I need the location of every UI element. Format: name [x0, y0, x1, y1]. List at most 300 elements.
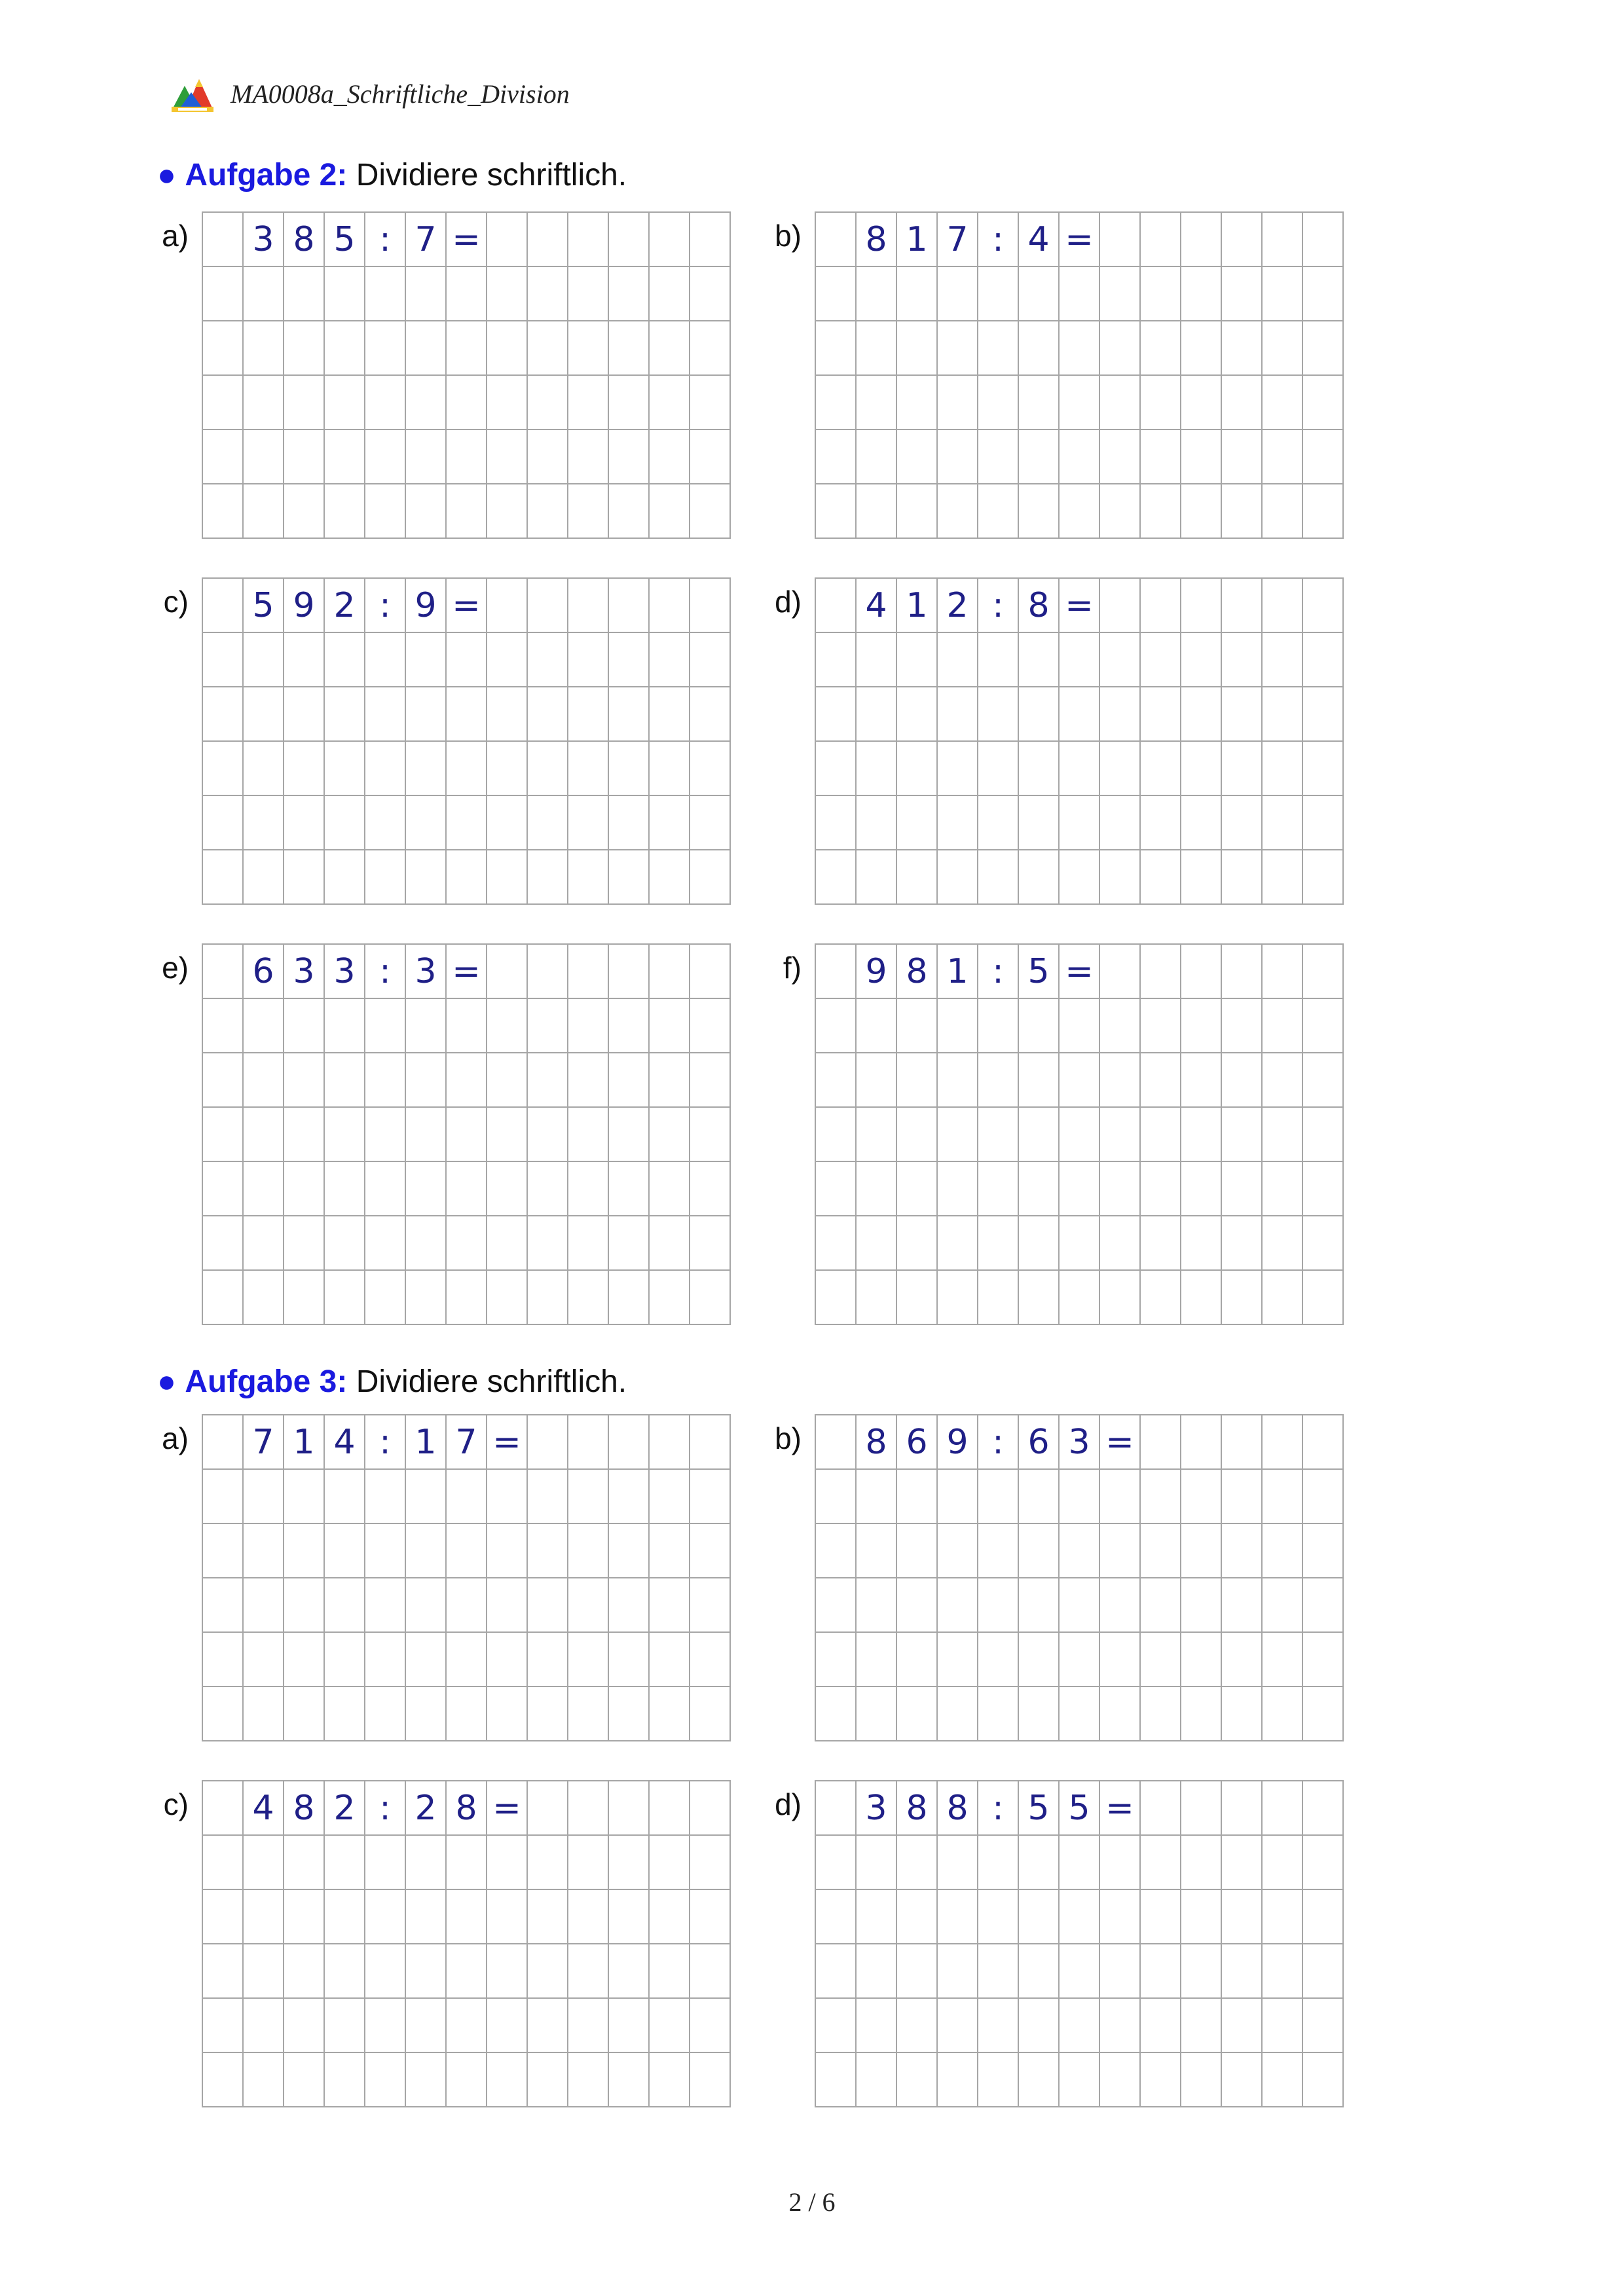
grid-cell — [203, 267, 244, 321]
problem-digit: = — [447, 579, 487, 633]
grid-cell — [897, 1633, 938, 1687]
grid-cell — [203, 1999, 244, 2053]
grid-cell — [1060, 1999, 1100, 2053]
grid-cell — [1141, 376, 1181, 430]
grid-cell — [244, 484, 284, 539]
grid-cell — [897, 1524, 938, 1578]
grid-cell — [1060, 999, 1100, 1053]
grid-cell — [447, 1836, 487, 1890]
grid-cell — [325, 267, 365, 321]
grid-cell — [487, 687, 528, 742]
grid-cell — [857, 484, 897, 539]
grid-cell — [938, 1890, 978, 1944]
grid-cell — [568, 687, 609, 742]
problem-digit: 8 — [938, 1781, 978, 1836]
grid-cell — [1222, 1271, 1263, 1325]
grid-cell — [365, 796, 406, 850]
grid-cell — [1019, 1053, 1060, 1108]
grid-cell — [609, 1836, 650, 1890]
grid-cell — [406, 1271, 447, 1325]
grid-cell — [1222, 742, 1263, 796]
grid-cell — [528, 1524, 568, 1578]
grid-cell — [609, 850, 650, 905]
grid-cell — [897, 850, 938, 905]
grid-cell — [406, 850, 447, 905]
grid-cell — [816, 1781, 857, 1836]
grid-cell — [1263, 1053, 1303, 1108]
grid-cell — [897, 484, 938, 539]
grid-cell — [816, 376, 857, 430]
grid-cell — [1303, 1687, 1344, 1741]
problem-digit: 8 — [1019, 579, 1060, 633]
grid-cell — [897, 999, 938, 1053]
grid-cell — [1303, 1053, 1344, 1108]
problem-digit: : — [978, 213, 1019, 267]
grid-cell — [857, 1633, 897, 1687]
grid-cell — [1141, 1053, 1181, 1108]
grid-cell — [1060, 1687, 1100, 1741]
grid-cell — [1141, 687, 1181, 742]
problem-digit: : — [365, 1781, 406, 1836]
grid-cell — [325, 1053, 365, 1108]
grid-cell — [528, 1836, 568, 1890]
grid-cell — [1100, 484, 1141, 539]
grid-cell — [1222, 430, 1263, 484]
grid-cell — [1060, 1216, 1100, 1271]
grid-cell — [244, 1578, 284, 1633]
grid-cell — [609, 1415, 650, 1470]
grid-cell — [325, 1162, 365, 1216]
grid-cell — [690, 1524, 731, 1578]
grid-cell — [406, 1524, 447, 1578]
grid-cell — [816, 2053, 857, 2107]
grid-cell — [284, 1053, 325, 1108]
squared-grid — [815, 1414, 1344, 1741]
task-label: Aufgabe 3: — [185, 1364, 348, 1399]
grid-cell — [487, 1687, 528, 1741]
grid-cell — [1100, 2053, 1141, 2107]
grid-cell — [406, 742, 447, 796]
grid-cell — [244, 267, 284, 321]
grid-cell — [1141, 579, 1181, 633]
grid-cell — [1141, 850, 1181, 905]
grid-cell — [897, 430, 938, 484]
grid-cell — [1019, 1162, 1060, 1216]
grid-cell — [365, 1053, 406, 1108]
grid-cell — [1100, 796, 1141, 850]
grid-cell — [897, 1053, 938, 1108]
grid-cell — [609, 1524, 650, 1578]
grid-cell — [897, 687, 938, 742]
problem-digit: 6 — [897, 1415, 938, 1470]
grid-cell — [978, 1578, 1019, 1633]
grid-cell — [487, 1578, 528, 1633]
grid-cell — [1263, 1470, 1303, 1524]
problem-digit: : — [978, 945, 1019, 999]
grid-cell — [978, 742, 1019, 796]
grid-cell — [609, 999, 650, 1053]
grid-cell — [938, 430, 978, 484]
grid-cell — [528, 999, 568, 1053]
grid-cell — [1141, 1999, 1181, 2053]
grid-cell — [816, 1216, 857, 1271]
grid-cell — [1303, 1578, 1344, 1633]
problem-digit: 3 — [406, 945, 447, 999]
grid-cell — [284, 321, 325, 376]
grid-cell — [650, 430, 690, 484]
squared-grid — [202, 943, 731, 1325]
grid-cell — [816, 321, 857, 376]
grid-cell — [690, 1415, 731, 1470]
grid-cell — [690, 1162, 731, 1216]
grid-cell — [650, 850, 690, 905]
page-header — [169, 71, 570, 117]
grid-cell — [650, 1836, 690, 1890]
grid-cell — [650, 742, 690, 796]
grid-cell — [650, 796, 690, 850]
grid-cell — [406, 633, 447, 687]
grid-cell — [609, 742, 650, 796]
grid-cell — [1181, 321, 1222, 376]
grid-cell — [938, 687, 978, 742]
grid-cell — [1141, 742, 1181, 796]
grid-cell — [1222, 376, 1263, 430]
grid-cell — [1222, 850, 1263, 905]
grid-cell — [325, 1108, 365, 1162]
grid-cell — [568, 1781, 609, 1836]
exercise-label: c) — [163, 1787, 189, 1821]
grid-cell — [1100, 1633, 1141, 1687]
grid-cell — [1100, 213, 1141, 267]
grid-cell — [690, 430, 731, 484]
grid-cell — [650, 1053, 690, 1108]
grid-cell — [284, 430, 325, 484]
grid-cell — [447, 1944, 487, 1999]
grid-cell — [244, 1108, 284, 1162]
grid-cell — [938, 1578, 978, 1633]
squared-grid — [202, 1414, 731, 1741]
grid-cell — [609, 321, 650, 376]
grid-cell — [1303, 1216, 1344, 1271]
grid-cell — [325, 1578, 365, 1633]
grid-cell — [650, 213, 690, 267]
grid-cell — [1181, 1271, 1222, 1325]
grid-cell — [1141, 1944, 1181, 1999]
grid-cell — [1060, 1944, 1100, 1999]
grid-cell — [1060, 1836, 1100, 1890]
grid-cell — [203, 484, 244, 539]
grid-cell — [244, 2053, 284, 2107]
problem-digit: 2 — [325, 1781, 365, 1836]
grid-cell — [365, 1470, 406, 1524]
grid-cell — [1303, 1633, 1344, 1687]
grid-cell — [325, 321, 365, 376]
grid-cell — [1181, 1687, 1222, 1741]
grid-cell — [1060, 742, 1100, 796]
grid-cell — [609, 1578, 650, 1633]
grid-cell — [406, 1108, 447, 1162]
grid-cell — [897, 321, 938, 376]
grid-cell — [487, 484, 528, 539]
bullet-icon: ● — [157, 1364, 176, 1399]
grid-cell — [1303, 633, 1344, 687]
grid-cell — [1263, 1216, 1303, 1271]
grid-cell — [1141, 267, 1181, 321]
grid-cell — [406, 1999, 447, 2053]
grid-cell — [857, 742, 897, 796]
grid-cell — [609, 687, 650, 742]
problem-digit: 3 — [284, 945, 325, 999]
grid-cell — [1019, 796, 1060, 850]
grid-cell — [1060, 376, 1100, 430]
grid-cell — [938, 1162, 978, 1216]
grid-cell — [244, 850, 284, 905]
grid-cell — [568, 1890, 609, 1944]
grid-cell — [528, 796, 568, 850]
grid-cell — [938, 1836, 978, 1890]
grid-cell — [568, 1053, 609, 1108]
grid-cell — [528, 1633, 568, 1687]
grid-cell — [650, 321, 690, 376]
grid-cell — [365, 687, 406, 742]
grid-cell — [1263, 1944, 1303, 1999]
grid-cell — [203, 1578, 244, 1633]
grid-cell — [650, 267, 690, 321]
grid-cell — [528, 213, 568, 267]
grid-cell — [203, 1216, 244, 1271]
grid-cell — [528, 1108, 568, 1162]
page-number: 2 / 6 — [788, 2187, 836, 2217]
grid-cell — [978, 430, 1019, 484]
grid-cell — [325, 1836, 365, 1890]
task-instruction: Dividiere schriftlich. — [356, 158, 627, 192]
grid-cell — [568, 1524, 609, 1578]
grid-cell — [978, 1053, 1019, 1108]
grid-cell — [528, 579, 568, 633]
problem-digit: 1 — [897, 579, 938, 633]
squared-grid — [202, 1780, 731, 2107]
squared-grid — [815, 211, 1344, 539]
grid-cell — [938, 1053, 978, 1108]
grid-cell — [690, 1999, 731, 2053]
grid-cell — [1222, 1890, 1263, 1944]
problem-digit: 7 — [406, 213, 447, 267]
grid-cell — [325, 1944, 365, 1999]
grid-cell — [487, 267, 528, 321]
grid-cell — [568, 1162, 609, 1216]
grid-cell — [203, 1162, 244, 1216]
grid-cell — [1100, 687, 1141, 742]
grid-cell — [1222, 267, 1263, 321]
grid-cell — [284, 1108, 325, 1162]
problem-digit: 7 — [938, 213, 978, 267]
problem-digit: 6 — [1019, 1415, 1060, 1470]
grid-cell — [650, 1470, 690, 1524]
grid-cell — [609, 1108, 650, 1162]
grid-cell — [365, 999, 406, 1053]
grid-cell — [938, 2053, 978, 2107]
grid-cell — [1303, 850, 1344, 905]
grid-cell — [528, 1415, 568, 1470]
grid-cell — [1019, 1687, 1060, 1741]
problem-digit: = — [1060, 579, 1100, 633]
grid-cell — [978, 484, 1019, 539]
grid-cell — [1263, 1999, 1303, 2053]
grid-cell — [568, 850, 609, 905]
grid-cell — [568, 484, 609, 539]
grid-cell — [1100, 1687, 1141, 1741]
grid-cell — [690, 633, 731, 687]
grid-cell — [978, 1836, 1019, 1890]
grid-cell — [568, 1944, 609, 1999]
grid-cell — [1222, 1108, 1263, 1162]
grid-cell — [1303, 2053, 1344, 2107]
grid-cell — [365, 430, 406, 484]
grid-cell — [1141, 1633, 1181, 1687]
grid-cell — [1263, 1415, 1303, 1470]
problem-digit: : — [365, 213, 406, 267]
grid-cell — [1181, 1633, 1222, 1687]
grid-cell — [568, 2053, 609, 2107]
problem-digit: : — [978, 1781, 1019, 1836]
grid-cell — [1181, 1108, 1222, 1162]
grid-cell — [690, 945, 731, 999]
problem-digit: 3 — [325, 945, 365, 999]
problem-digit: 3 — [857, 1781, 897, 1836]
grid-cell — [1060, 1890, 1100, 1944]
grid-cell — [1100, 1999, 1141, 2053]
grid-cell — [690, 1890, 731, 1944]
grid-cell — [857, 267, 897, 321]
grid-cell — [897, 1687, 938, 1741]
problem-digit: 3 — [1060, 1415, 1100, 1470]
grid-cell — [897, 1470, 938, 1524]
grid-cell — [528, 1271, 568, 1325]
grid-cell — [568, 1687, 609, 1741]
grid-cell — [650, 1216, 690, 1271]
grid-cell — [1263, 267, 1303, 321]
grid-cell — [284, 267, 325, 321]
grid-cell — [938, 321, 978, 376]
grid-cell — [528, 1944, 568, 1999]
grid-cell — [284, 1999, 325, 2053]
grid-cell — [857, 430, 897, 484]
grid-cell — [857, 1271, 897, 1325]
grid-cell — [857, 376, 897, 430]
grid-cell — [1222, 2053, 1263, 2107]
bullet-icon: ● — [157, 158, 176, 192]
squared-grid — [815, 1780, 1344, 2107]
grid-cell — [650, 687, 690, 742]
grid-cell — [284, 687, 325, 742]
grid-cell — [690, 796, 731, 850]
grid-cell — [365, 1216, 406, 1271]
grid-cell — [938, 376, 978, 430]
grid-cell — [816, 796, 857, 850]
grid-cell — [447, 1999, 487, 2053]
grid-cell — [816, 1890, 857, 1944]
grid-cell — [1303, 321, 1344, 376]
grid-cell — [978, 1999, 1019, 2053]
grid-cell — [609, 1162, 650, 1216]
grid-cell — [447, 796, 487, 850]
grid-cell — [938, 1999, 978, 2053]
grid-cell — [487, 213, 528, 267]
grid-cell — [284, 796, 325, 850]
problem-digit: : — [365, 1415, 406, 1470]
grid-cell — [1303, 742, 1344, 796]
grid-cell — [650, 1108, 690, 1162]
grid-cell — [978, 796, 1019, 850]
grid-cell — [938, 999, 978, 1053]
grid-cell — [244, 1944, 284, 1999]
grid-cell — [1060, 850, 1100, 905]
grid-cell — [203, 1271, 244, 1325]
grid-cell — [690, 1216, 731, 1271]
grid-cell — [1019, 1578, 1060, 1633]
grid-cell — [897, 796, 938, 850]
squared-grid — [202, 211, 731, 539]
grid-cell — [1222, 1415, 1263, 1470]
grid-cell — [1100, 1216, 1141, 1271]
grid-cell — [1222, 321, 1263, 376]
grid-cell — [568, 633, 609, 687]
grid-cell — [447, 1162, 487, 1216]
grid-cell — [487, 850, 528, 905]
grid-cell — [1222, 1687, 1263, 1741]
grid-cell — [406, 376, 447, 430]
grid-cell — [1060, 1271, 1100, 1325]
grid-cell — [568, 1271, 609, 1325]
grid-cell — [1060, 1578, 1100, 1633]
grid-cell — [568, 213, 609, 267]
grid-cell — [203, 1944, 244, 1999]
grid-cell — [1100, 1524, 1141, 1578]
grid-cell — [447, 1470, 487, 1524]
grid-cell — [325, 633, 365, 687]
grid-cell — [447, 1687, 487, 1741]
grid-cell — [1222, 213, 1263, 267]
grid-cell — [528, 1216, 568, 1271]
grid-cell — [897, 2053, 938, 2107]
grid-cell — [487, 321, 528, 376]
grid-cell — [325, 742, 365, 796]
grid-cell — [528, 1687, 568, 1741]
grid-cell — [203, 633, 244, 687]
grid-cell — [1141, 1687, 1181, 1741]
grid-cell — [690, 1578, 731, 1633]
grid-cell — [1100, 1053, 1141, 1108]
grid-cell — [690, 850, 731, 905]
grid-cell — [609, 1944, 650, 1999]
grid-cell — [487, 633, 528, 687]
grid-cell — [203, 213, 244, 267]
grid-cell — [244, 1053, 284, 1108]
grid-cell — [690, 1944, 731, 1999]
grid-cell — [897, 633, 938, 687]
grid-cell — [857, 633, 897, 687]
grid-cell — [406, 2053, 447, 2107]
grid-cell — [487, 1999, 528, 2053]
problem-digit: : — [365, 945, 406, 999]
grid-cell — [1263, 687, 1303, 742]
grid-cell — [1060, 1108, 1100, 1162]
grid-cell — [1060, 796, 1100, 850]
grid-cell — [857, 1944, 897, 1999]
grid-cell — [650, 1944, 690, 1999]
grid-cell — [978, 1633, 1019, 1687]
grid-cell — [447, 1890, 487, 1944]
